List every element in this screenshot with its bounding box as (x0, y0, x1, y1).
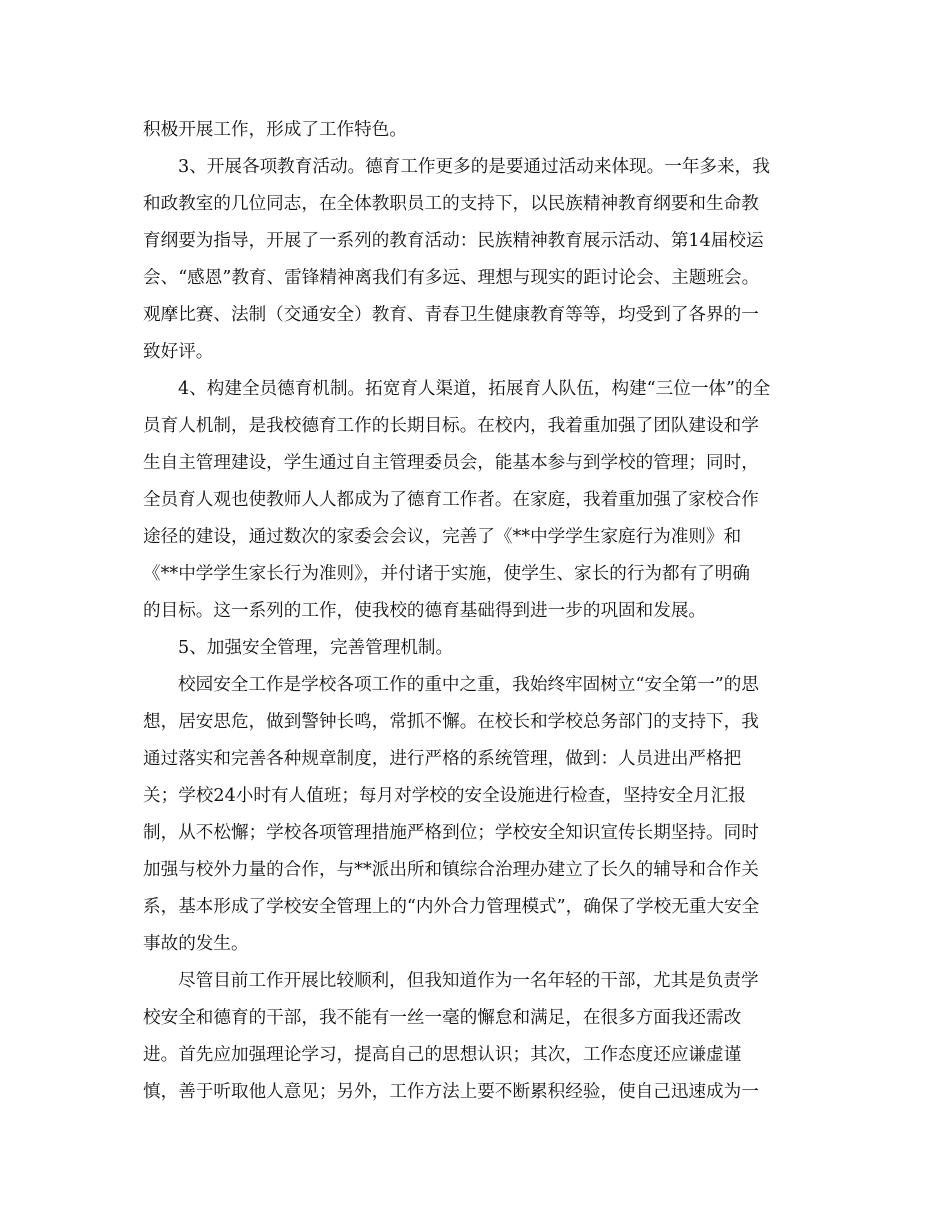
text-line: 进。首先应加强理论学习，提高自己的思想认识；其次，工作态度还应谦虚谨 (143, 1045, 742, 1065)
text-line: 《**中学学生家长行为准则》，并付诸于实施，使学生、家长的行为都有了明确 (143, 564, 750, 584)
text-line: 事故的发生。 (143, 934, 249, 954)
text-line: 生自主管理建设，学生通过自主管理委员会，能基本参与到学校的管理；同时， (143, 453, 759, 473)
paragraph-start-line: 尽管目前工作开展比较顺利，但我知道作为一名年轻的干部，尤其是负责学 (178, 971, 759, 991)
text-line: 和政教室的几位同志，在全体教职员工的支持下，以民族精神教育纲要和生命教 (143, 194, 759, 214)
paragraph-start-line: 3、开展各项教育活动。德育工作更多的是要通过活动来体现。一年多来，我 (178, 157, 770, 177)
paragraph-start-line: 4、构建全员德育机制。拓宽育人渠道，拓展育人队伍，构建“三位一体”的全 (178, 379, 771, 399)
text-line: 观摩比赛、法制（交通安全）教育、青春卫生健康教育等等，均受到了各界的一 (143, 305, 759, 325)
text-line: 通过落实和完善各种规章制度，进行严格的系统管理，做到：人员进出严格把 (143, 749, 742, 769)
text-line: 途径的建设，通过数次的家委会会议，完善了《**中学学生家庭行为准则》和 (143, 527, 742, 547)
text-line: 的目标。这一系列的工作，使我校的德育基础得到进一步的巩固和发展。 (143, 601, 707, 621)
text-line: 系，基本形成了学校安全管理上的“内外合力管理模式”，确保了学校无重大安全 (143, 897, 760, 917)
text-line: 会、“感恩”教育、雷锋精神离我们有多远、理想与现实的距讨论会、主题班会。 (143, 268, 760, 288)
text-line: 积极开展工作，形成了工作特色。 (143, 120, 407, 140)
text-line: 慎，善于听取他人意见；另外，工作方法上要不断累积经验，使自己迅速成为一 (143, 1082, 759, 1102)
text-line: 校安全和德育的干部，我不能有一丝一毫的懈怠和满足，在很多方面我还需改 (143, 1008, 742, 1028)
paragraph-start-line: 5、加强安全管理，完善管理机制。 (178, 638, 454, 658)
text-line: 全员育人观也使教师人人都成为了德育工作者。在家庭，我着重加强了家校合作 (143, 490, 759, 510)
text-line: 加强与校外力量的合作，与**派出所和镇综合治理办建立了长久的辅导和合作关 (143, 860, 759, 880)
text-line: 制，从不松懈；学校各项管理措施严格到位；学校安全知识宣传长期坚持。同时 (143, 823, 759, 843)
text-line: 育纲要为指导，开展了一系列的教育活动：民族精神教育展示活动、第14届校运 (143, 231, 764, 251)
paragraph-start-line: 校园安全工作是学校各项工作的重中之重，我始终牢固树立“安全第一”的思 (178, 675, 759, 695)
text-line: 想，居安思危，做到警钟长鸣，常抓不懈。在校长和学校总务部门的支持下，我 (143, 712, 759, 732)
text-line: 员育人机制，是我校德育工作的长期目标。在校内，我着重加强了团队建设和学 (143, 416, 759, 436)
text-line: 关；学校24小时有人值班；每月对学校的安全设施进行检查，坚持安全月汇报 (143, 786, 746, 806)
text-line: 致好评。 (143, 342, 214, 362)
